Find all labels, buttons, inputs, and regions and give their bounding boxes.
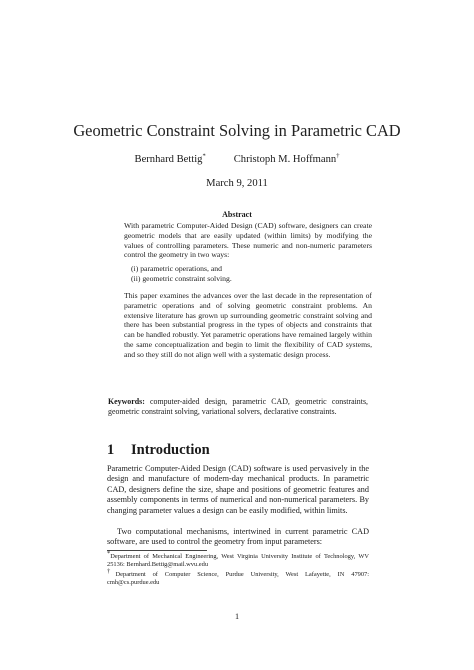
author-line bbox=[0, 153, 474, 167]
list-marker: (ii) bbox=[131, 274, 141, 283]
footnote-rule bbox=[107, 550, 207, 551]
footnote-mark: * bbox=[202, 152, 206, 160]
author-name: Christoph M. Hoffmann bbox=[233, 154, 337, 165]
abstract-heading: Abstract bbox=[222, 210, 252, 219]
abstract-list-item bbox=[131, 274, 232, 284]
footnote-text: Department of Computer Science, Purdue University, West Lafayette, IN 47907: cmh@cs.purdue.edu bbox=[107, 571, 370, 586]
paper-title: Geometric Constraint Solving in Parametric CAD bbox=[73, 121, 401, 140]
body-paragraph: Two computational mechanisms, intertwined in current parametric CAD software, are used to control the geometry from input parameters: bbox=[107, 527, 369, 547]
footnote bbox=[107, 567, 370, 587]
section-title: Introduction bbox=[131, 442, 210, 458]
keywords bbox=[108, 397, 368, 417]
paper-date: March 9, 2011 bbox=[206, 178, 268, 189]
section-number: 1 bbox=[107, 442, 115, 458]
list-text: parametric operations, and bbox=[140, 264, 222, 273]
page-number: 1 bbox=[234, 612, 240, 621]
footnote-text: Department of Mechanical Engineering, West Virginia University Institute of Technology, WV 25136: Bernhard.Bettig@mail.wvu.edu bbox=[107, 553, 369, 568]
list-marker: (i) bbox=[131, 264, 139, 273]
footnote bbox=[107, 549, 369, 569]
body-paragraph: Parametric Computer-Aided Design (CAD) software is used pervasively in the design and manufacture of modern-day mechanical products. In parametric CAD, designers define the size, shape and positions of geometric features and assembly components in terms of numerical and non-numerical parameters. By changing parameter values a design can be easily modified, within limits. bbox=[107, 464, 369, 515]
footnote-mark: * bbox=[107, 549, 111, 557]
keywords-text: computer-aided design, parametric CAD, geometric constraints, geometric constraint solving, variational solvers, declarative constraints. bbox=[108, 397, 368, 417]
abstract-list-item bbox=[131, 264, 222, 274]
author-name: Bernhard Bettig bbox=[134, 154, 203, 165]
list-text: geometric constraint solving. bbox=[142, 274, 232, 283]
footnote-mark: † bbox=[336, 152, 340, 160]
abstract-paragraph: This paper examines the advances over the last decade in the representation of parametric operations and of solving geometric constraint problems. An extensive literature has grown up surrounding geometric constraint solving and there has been substantial progress in the types of objects and constraints that can be handled robustly. Yet parametric operations have remained largely within the same conceptualization and begin to limit the flexibility of CAD systems, and so they still do not align well with a systematic design process. bbox=[124, 291, 372, 359]
abstract-paragraph: With parametric Computer-Aided Design (CAD) software, designers can create geometric models that are easily updated (within limits) by modifying the values of controlling parameters. These numeric and non-numeric parameters control the geometry in two ways: bbox=[124, 221, 372, 260]
keywords-label: Keywords: bbox=[108, 397, 145, 406]
footnote-mark: † bbox=[107, 567, 116, 575]
